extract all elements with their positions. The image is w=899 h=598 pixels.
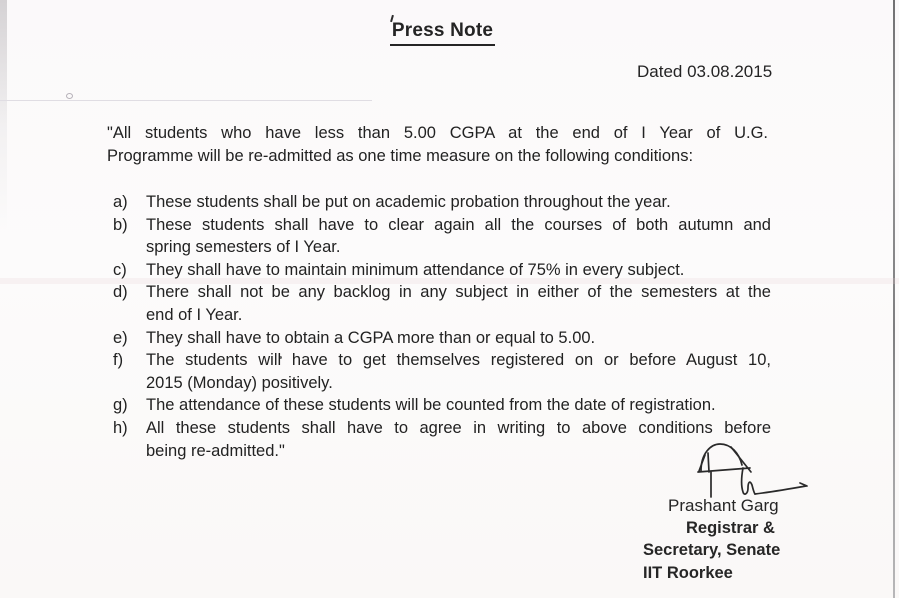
item-line: 2015 (Monday) positively. <box>146 373 333 392</box>
signatory-institute: IIT Roorkee <box>643 564 733 582</box>
intro-paragraph <box>107 122 768 167</box>
item-line: spring semesters of I Year. <box>146 238 341 257</box>
title-row <box>0 20 885 46</box>
item-marker: e) <box>113 328 128 347</box>
item-marker: b) <box>113 215 128 234</box>
item-line: These students shall be put on academic probation throughout the year. <box>146 193 671 211</box>
intro-line: "All students who have less than 5.00 CGPA at the end of I Year of U.G. <box>107 124 768 142</box>
list-item <box>113 259 775 282</box>
scan-line-artifact <box>0 100 372 101</box>
handwritten-signature <box>687 441 819 501</box>
item-marker: h) <box>113 418 128 437</box>
item-marker: a) <box>113 193 128 211</box>
item-line: These students shall have to clear again all the courses of both autumn and <box>146 215 771 234</box>
item-text <box>146 281 771 326</box>
item-text <box>146 259 771 282</box>
list-item <box>113 214 775 259</box>
conditions-list <box>113 191 775 462</box>
item-line: They shall have to obtain a CGPA more than or equal to 5.00. <box>146 328 596 347</box>
list-item <box>113 281 775 326</box>
item-line: There shall not be any backlog in any subject in either of the semesters at the <box>146 283 771 302</box>
list-item <box>113 191 775 214</box>
scan-speck <box>66 93 73 99</box>
intro-line: Programme will be re-admitted as one time measure on the following conditions: <box>107 146 694 165</box>
item-text <box>146 214 771 259</box>
page-title <box>390 20 495 46</box>
item-text <box>146 191 771 214</box>
page-title-text: Press Note <box>391 20 494 41</box>
item-marker: d) <box>113 283 128 302</box>
list-item <box>113 349 775 394</box>
date-line: Dated 03.08.2015 <box>637 62 773 81</box>
item-text <box>146 327 771 350</box>
item-marker: g) <box>113 396 128 415</box>
item-text <box>146 349 771 394</box>
item-text <box>146 394 771 417</box>
signatory-title-registrar: Registrar & <box>686 519 775 537</box>
item-text <box>146 417 771 462</box>
list-item <box>113 394 775 417</box>
item-marker: c) <box>113 260 127 279</box>
item-line: They shall have to maintain minimum attendance of 75% in every subject. <box>146 260 685 279</box>
scan-edge-right <box>893 0 895 598</box>
item-line: All these students shall have to agree in writing to above conditions before <box>146 418 771 437</box>
signatory-title-secretary-senate: Secretary, Senate <box>643 541 781 559</box>
list-item <box>113 327 775 350</box>
signatory-name: Prashant Garg <box>668 496 779 515</box>
item-line: being re-admitted." <box>146 441 285 460</box>
list-item <box>113 417 775 462</box>
item-line: end of I Year. <box>146 305 243 324</box>
item-line: The students will have to get themselves registered on or before August 10, <box>146 351 771 370</box>
item-marker: f) <box>113 351 124 370</box>
item-line: The attendance of these students will be counted from the date of registration. <box>146 396 716 415</box>
